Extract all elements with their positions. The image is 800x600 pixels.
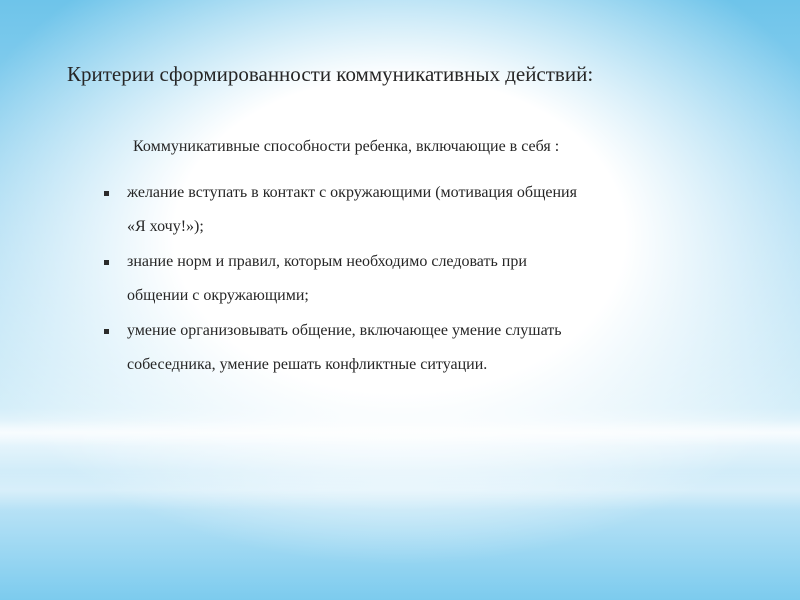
bullet-text-line: умение организовывать общение, включающее умение слушать [127,322,562,339]
background-light-streak [0,420,800,446]
intro-text: Коммуникативные способности ребенка, включающие в себя : [133,138,560,155]
bullet-text-line: знание норм и правил, которым необходимо следовать при [127,253,527,270]
bullet-list [104,176,724,383]
bullet-item [104,245,724,313]
background-light-streak [0,470,800,510]
bullet-text-line: «Я хочу!»); [127,218,204,235]
bullet-item [104,176,724,244]
square-bullet-icon [104,191,109,196]
bullet-text-line: общении с окружающими; [127,287,309,304]
square-bullet-icon [104,260,109,265]
bullet-text-line: желание вступать в контакт с окружающими (мотивация общения [127,184,577,201]
bullet-text-line: собеседника, умение решать конфликтные ситуации. [127,356,488,373]
slide-title: Критерии сформированности коммуникативных действий: [67,62,594,86]
bullet-item [104,314,724,382]
square-bullet-icon [104,329,109,334]
